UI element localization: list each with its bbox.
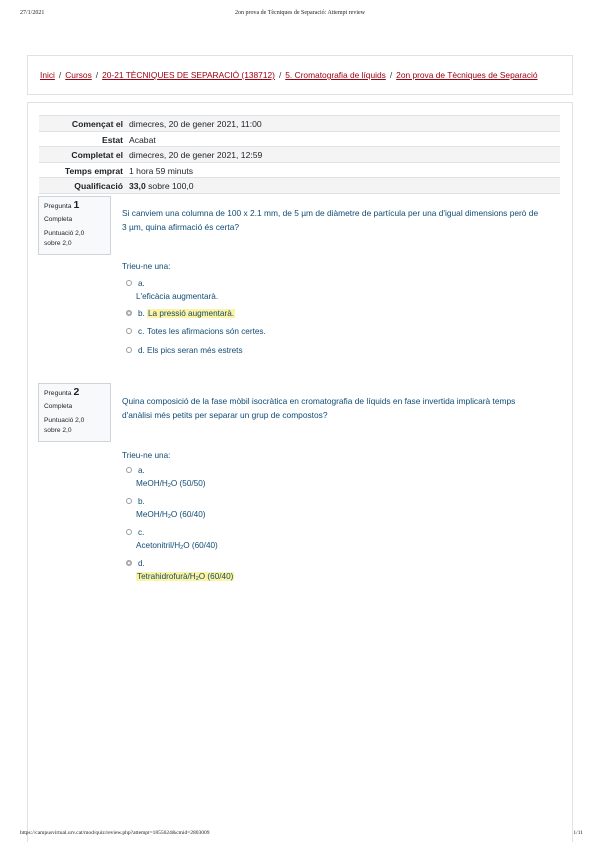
radio-button[interactable] (126, 529, 132, 535)
grade-label: Qualificació (74, 181, 123, 191)
radio-button[interactable] (126, 498, 132, 504)
answer-letter: a. (138, 279, 145, 288)
radio-button-selected[interactable] (126, 560, 132, 566)
question-number-value: 1 (73, 199, 80, 211)
answer-text: MeOH/$H_2O$ (60/40) (136, 510, 206, 520)
answer-letter: b. (138, 497, 145, 506)
summary-row-grade (39, 177, 560, 194)
print-url: https://campusvirtual.urv.cat/mod/quiz/review.php?attempt=1855624&cmid=2803009 (20, 830, 210, 836)
question-grade-line1: Puntuació 2,0 (44, 230, 85, 237)
question-2-prompt: Trieu-ne una: (122, 451, 171, 460)
question-2-text: Quina composició de la fase mòbil isocràtica en cromatografia de líquids en fase invertida implicarà temps d'anàlisi més petits per separar un grup de compostos? (122, 396, 516, 420)
breadcrumb-bar (27, 55, 573, 95)
question-number-value: 2 (73, 386, 80, 398)
answer-letter: b. (138, 309, 145, 318)
breadcrumb-separator: / (58, 70, 62, 80)
question-1-info (38, 196, 111, 255)
question-number (44, 201, 105, 212)
radio-button[interactable] (126, 467, 132, 473)
breadcrumb-course-link[interactable]: 20-21 TÈCNIQUES DE SEPARACIÓ (138712) (102, 70, 275, 80)
summary-row-state (39, 131, 560, 147)
radio-button[interactable] (126, 328, 132, 334)
print-header (0, 8, 600, 20)
breadcrumb-section-link[interactable]: 5. Cromatografia de líquids (285, 70, 386, 80)
answer-text: MeOH/$H_2O$ (50/50) (136, 479, 206, 489)
answer-text: Acetonitril/$H_2O$ (60/40) (136, 541, 218, 551)
question-number (44, 388, 105, 399)
breadcrumb-separator: / (95, 70, 99, 80)
time-label: Temps emprat (64, 165, 123, 176)
print-page-number: 1/11 (573, 830, 583, 836)
answer-text-highlighted: La pressió augmentarà. (148, 309, 235, 318)
answer-letter: c. (138, 528, 145, 537)
state-label: Estat (101, 134, 123, 145)
print-title: 2on prova de Tècniques de Separació: Attempt review (234, 10, 365, 16)
summary-row-completed (39, 146, 560, 162)
question-grade-line2: sobre 2,0 (44, 239, 72, 247)
breadcrumb-separator: / (389, 70, 393, 80)
grade-score: 33,0 (129, 181, 146, 191)
question-grade-line2: sobre 2,0 (44, 426, 72, 434)
radio-button[interactable] (126, 280, 132, 286)
completed-label: Completat el (71, 150, 123, 160)
print-footer (0, 828, 600, 840)
started-value: dimecres, 20 de gener 2021, 11:00 (129, 119, 262, 129)
breadcrumb (40, 70, 538, 80)
print-date: 27/1/2021 (20, 10, 45, 16)
question-grade-line1: Puntuació 2,0 (44, 417, 85, 424)
radio-button[interactable] (126, 347, 132, 353)
answer-letter: d. (138, 346, 145, 355)
answer-text-highlighted: Tetrahidrofurà/$H_2O$ (60/40) (137, 572, 234, 582)
answer-text: Els pics seran més estrets (147, 346, 243, 355)
question-state: Completa (44, 402, 73, 410)
question-grade (44, 416, 105, 435)
summary-row-time (39, 162, 560, 178)
breadcrumb-separator: / (278, 70, 282, 80)
grade-value (129, 181, 194, 191)
attempt-summary-table (39, 115, 560, 194)
answer-text: L'eficàcia augmentarà. (136, 292, 219, 301)
time-value: 1 hora 59 minuts (129, 165, 194, 176)
breadcrumb-quiz-link[interactable]: 2on prova de Tècniques de Separació (396, 70, 538, 80)
breadcrumb-courses-link[interactable]: Cursos (65, 70, 92, 80)
question-state: Completa (44, 215, 73, 223)
answer-letter: a. (138, 466, 145, 475)
grade-rest: sobre 100,0 (148, 181, 194, 191)
completed-value: dimecres, 20 de gener 2021, 12:59 (129, 150, 263, 160)
radio-button-selected[interactable] (126, 310, 132, 316)
question-label: Pregunta (44, 203, 72, 210)
question-label: Pregunta (44, 390, 72, 397)
question-1-prompt: Trieu-ne una: (122, 262, 171, 271)
summary-row-started (39, 115, 560, 131)
question-grade (44, 229, 105, 248)
started-label: Començat el (71, 119, 123, 129)
question-1-text: Si canviem una columna de 100 x 2.1 mm, de 5 µm de diàmetre de partícula per una d'igual dimensions però de 3 µm, quina afirmació és certa? (122, 208, 539, 232)
breadcrumb-home-link[interactable]: Inici (40, 70, 55, 80)
answer-text: Totes les afirmacions són certes. (147, 327, 266, 336)
state-value: Acabat (129, 134, 156, 145)
question-2-info (38, 383, 111, 442)
answer-letter: c. (138, 327, 145, 336)
answer-letter: d. (138, 559, 145, 568)
